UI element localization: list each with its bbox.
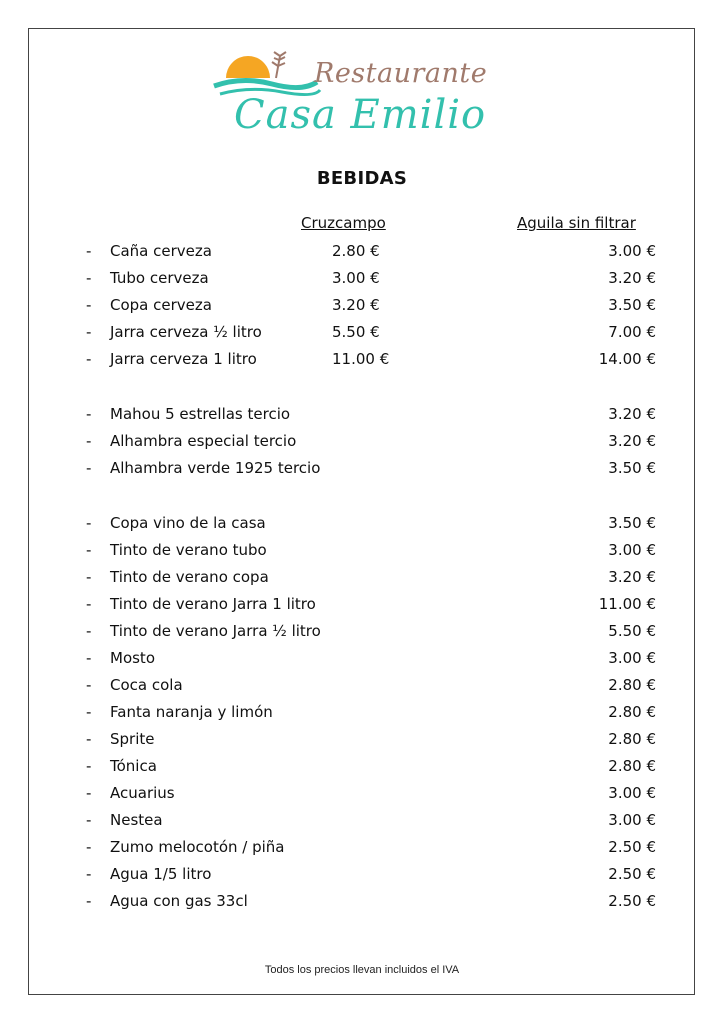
bullet-dash: - <box>86 323 92 341</box>
drink-name: Zumo melocotón / piña <box>110 838 285 856</box>
price: 3.00 € <box>608 242 656 260</box>
drink-name: Mahou 5 estrellas tercio <box>110 405 291 423</box>
bullet-dash: - <box>86 459 92 477</box>
bullet-dash: - <box>86 296 92 314</box>
price-cruzcampo: 2.80 € <box>332 242 380 260</box>
drink-row <box>0 538 724 562</box>
bullet-dash: - <box>86 541 92 559</box>
drink-name: Jarra cerveza ½ litro <box>110 323 262 341</box>
price: 2.50 € <box>608 865 656 883</box>
drink-name: Sprite <box>110 730 155 748</box>
bullet-dash: - <box>86 865 92 883</box>
bullet-dash: - <box>86 432 92 450</box>
price: 3.20 € <box>608 432 656 450</box>
bullet-dash: - <box>86 784 92 802</box>
drink-row <box>0 700 724 724</box>
price: 2.80 € <box>608 757 656 775</box>
drink-row <box>0 889 724 913</box>
drink-row <box>0 293 724 317</box>
bullet-dash: - <box>86 350 92 368</box>
price-cruzcampo: 11.00 € <box>332 350 390 368</box>
column-header-cruzcampo: Cruzcampo <box>301 214 386 232</box>
drink-name: Tónica <box>110 757 157 775</box>
price: 11.00 € <box>598 595 656 613</box>
price: 3.20 € <box>608 568 656 586</box>
drink-row <box>0 320 724 344</box>
drink-row <box>0 835 724 859</box>
price: 3.20 € <box>608 405 656 423</box>
bullet-dash: - <box>86 242 92 260</box>
drink-row <box>0 862 724 886</box>
price: 3.00 € <box>608 811 656 829</box>
drink-row <box>0 592 724 616</box>
drink-row <box>0 781 724 805</box>
drink-row <box>0 429 724 453</box>
drink-row <box>0 266 724 290</box>
drink-name: Alhambra especial tercio <box>110 432 297 450</box>
price-cruzcampo: 5.50 € <box>332 323 380 341</box>
price: 3.00 € <box>608 784 656 802</box>
bullet-dash: - <box>86 405 92 423</box>
price: 3.50 € <box>608 514 656 532</box>
bullet-dash: - <box>86 514 92 532</box>
price: 14.00 € <box>598 350 656 368</box>
drink-name: Tinto de verano tubo <box>110 541 267 559</box>
drink-name: Caña cerveza <box>110 242 212 260</box>
drink-name: Mosto <box>110 649 155 667</box>
drink-name: Agua 1/5 litro <box>110 865 212 883</box>
drink-row <box>0 565 724 589</box>
price: 7.00 € <box>608 323 656 341</box>
price: 2.50 € <box>608 838 656 856</box>
drink-row <box>0 402 724 426</box>
drink-name: Tinto de verano copa <box>110 568 269 586</box>
bullet-dash: - <box>86 568 92 586</box>
drink-name: Tinto de verano Jarra ½ litro <box>110 622 321 640</box>
drink-row <box>0 673 724 697</box>
drink-name: Tinto de verano Jarra 1 litro <box>110 595 316 613</box>
bullet-dash: - <box>86 269 92 287</box>
drink-row <box>0 511 724 535</box>
bullet-dash: - <box>86 811 92 829</box>
drink-name: Fanta naranja y limón <box>110 703 273 721</box>
bullet-dash: - <box>86 703 92 721</box>
bullet-dash: - <box>86 595 92 613</box>
price: 3.20 € <box>608 269 656 287</box>
footer-note: Todos los precios llevan incluidos el IVA <box>264 964 460 976</box>
drink-name: Coca cola <box>110 676 183 694</box>
drink-row <box>0 347 724 371</box>
bullet-dash: - <box>86 892 92 910</box>
price: 3.00 € <box>608 649 656 667</box>
column-header-aguila: Aguila sin filtrar <box>517 214 636 232</box>
price: 5.50 € <box>608 622 656 640</box>
price: 3.00 € <box>608 541 656 559</box>
price: 3.50 € <box>608 296 656 314</box>
price: 2.50 € <box>608 892 656 910</box>
bullet-dash: - <box>86 730 92 748</box>
drink-row <box>0 619 724 643</box>
price: 2.80 € <box>608 703 656 721</box>
bullet-dash: - <box>86 838 92 856</box>
price: 2.80 € <box>608 730 656 748</box>
drink-name: Acuarius <box>110 784 175 802</box>
logo-line-restaurante: Restaurante <box>314 58 488 89</box>
price-cruzcampo: 3.20 € <box>332 296 380 314</box>
price: 3.50 € <box>608 459 656 477</box>
drink-name: Nestea <box>110 811 163 829</box>
price-cruzcampo: 3.00 € <box>332 269 380 287</box>
drink-name: Jarra cerveza 1 litro <box>110 350 257 368</box>
drink-name: Agua con gas 33cl <box>110 892 248 910</box>
bullet-dash: - <box>86 676 92 694</box>
drink-name: Alhambra verde 1925 tercio <box>110 459 321 477</box>
drink-row <box>0 646 724 670</box>
drink-row <box>0 239 724 263</box>
bullet-dash: - <box>86 649 92 667</box>
drink-row <box>0 808 724 832</box>
price: 2.80 € <box>608 676 656 694</box>
drink-name: Copa cerveza <box>110 296 212 314</box>
bullet-dash: - <box>86 622 92 640</box>
page-title: BEBIDAS <box>316 168 408 189</box>
drink-row <box>0 456 724 480</box>
drink-row <box>0 727 724 751</box>
drink-name: Tubo cerveza <box>110 269 209 287</box>
bullet-dash: - <box>86 757 92 775</box>
drink-name: Copa vino de la casa <box>110 514 266 532</box>
drink-row <box>0 754 724 778</box>
logo-line-casa-emilio: Casa Emilio <box>234 92 487 138</box>
